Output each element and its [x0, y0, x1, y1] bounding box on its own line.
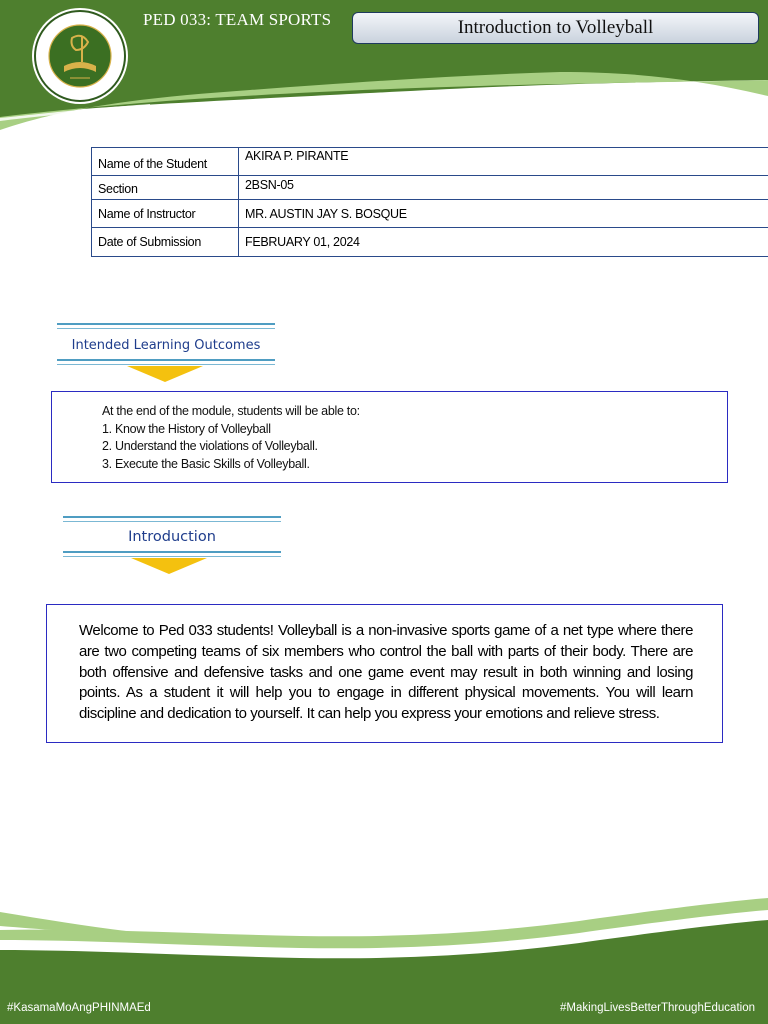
footer-hashtag-left: #KasamaMoAngPHINMAEd	[7, 1002, 151, 1014]
module-title: Introduction to Volleyball	[457, 17, 654, 38]
row-value: 2BSN-05	[239, 176, 768, 200]
row-value: AKIRA P. PIRANTE	[239, 148, 768, 176]
row-value: FEBRUARY 01, 2024	[239, 228, 768, 257]
table-row	[92, 200, 768, 228]
table-row	[92, 176, 768, 200]
ilo-section-header	[57, 323, 277, 383]
ilo-intro: At the end of the module, students will be able to:	[102, 404, 360, 418]
pointer-triangle	[127, 366, 203, 382]
ilo-heading: Intended Learning Outcomes	[71, 338, 261, 353]
footer-hashtag-right: #MakingLivesBetterThroughEducation	[560, 1002, 755, 1014]
university-logo	[30, 6, 130, 106]
module-title-box	[352, 12, 759, 44]
introduction-body: Welcome to Ped 033 students! Volleyball is a non-invasive sports game of a net type where there are two competing teams of six members who control the ball with parts of their body. There are both offensive and defensive tasks and one game event may result in both winning and losing points. As a student it will help you to engage in different physical movements. You will learn discipline and dedication to yourself. It can help you express your emotions and relieve stress.	[79, 622, 693, 723]
row-label: Name of the Student	[92, 148, 239, 176]
list-item: 1. Know the History of Volleyball	[102, 421, 271, 436]
student-info-table	[91, 147, 768, 257]
pointer-triangle	[131, 558, 207, 574]
list-item: 2. Understand the violations of Volleyball.	[102, 439, 318, 453]
list-item: 3. Execute the Basic Skills of Volleyball.	[102, 456, 310, 471]
row-value: MR. AUSTIN JAY S. BOSQUE	[239, 200, 768, 228]
row-label: Name of Instructor	[92, 200, 239, 228]
ilo-box	[51, 391, 728, 483]
introduction-box	[46, 604, 723, 743]
course-title: PED 033: TEAM SPORTS	[143, 10, 332, 29]
table-row	[92, 228, 768, 257]
row-label: Section	[92, 176, 239, 200]
introduction-heading: Introduction	[128, 529, 216, 545]
table-row	[92, 148, 768, 176]
row-label: Date of Submission	[92, 228, 239, 257]
introduction-section-header	[63, 516, 283, 576]
